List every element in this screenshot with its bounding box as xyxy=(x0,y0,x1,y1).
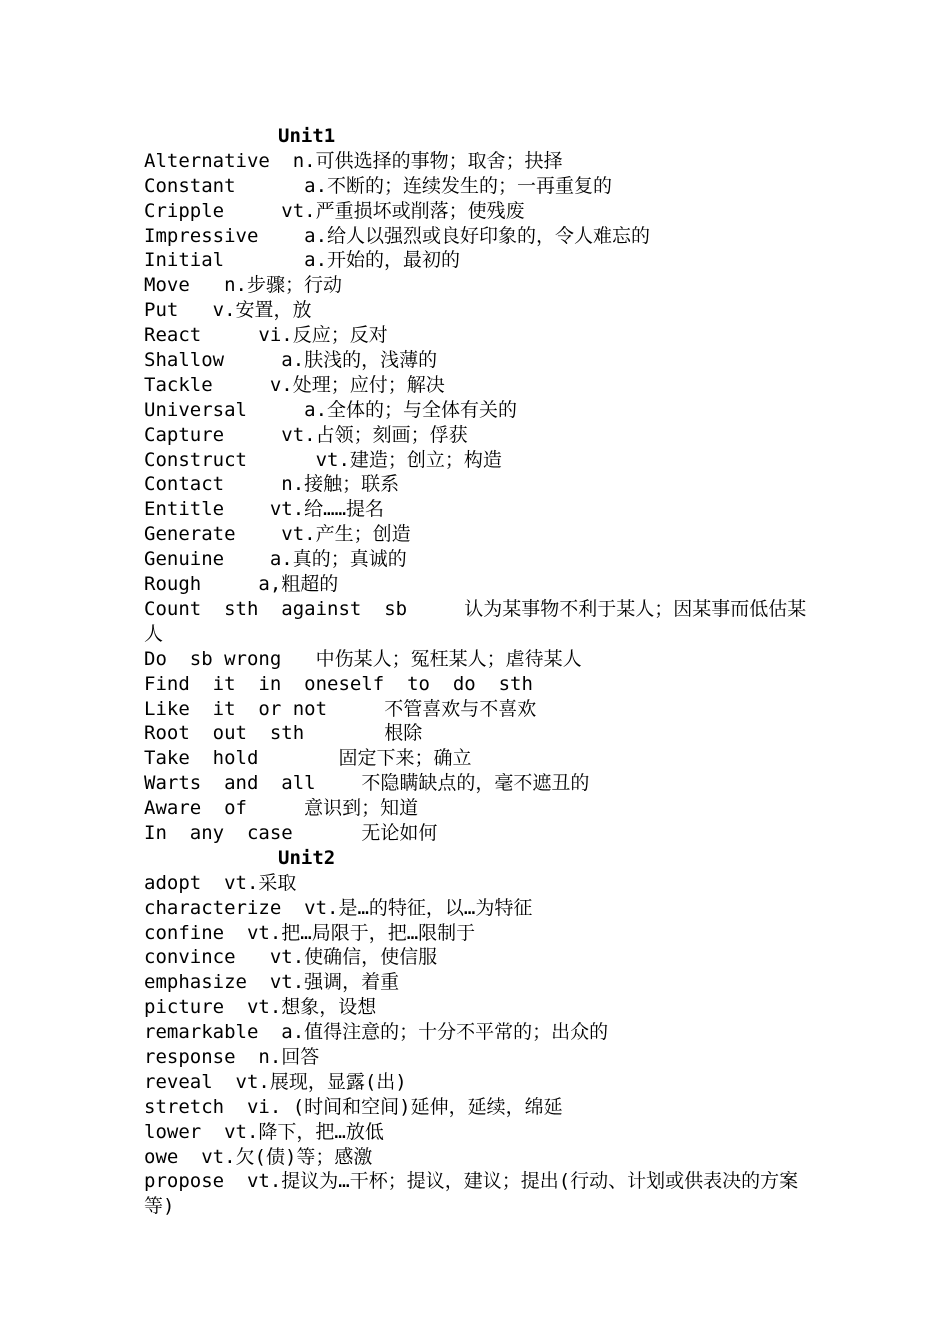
vocab-entry: React vi.反应；反对 xyxy=(144,324,388,347)
vocab-entry: Generate vt.产生；创造 xyxy=(144,523,411,546)
vocab-entry: Shallow a.肤浅的，浅薄的 xyxy=(144,349,438,372)
vocab-entry: Move n.步骤；行动 xyxy=(144,274,342,297)
vocab-entry: lower vt.降下，把…放低 xyxy=(144,1120,384,1143)
vocab-entry: Contact n.接触；联系 xyxy=(144,473,400,496)
vocab-entry: Rough a,粗超的 xyxy=(144,573,339,596)
vocab-entry: adopt vt.采取 xyxy=(144,871,297,894)
vocab-entry: response n.回答 xyxy=(144,1045,320,1068)
vocab-entry: Root out sth 根除 xyxy=(144,722,423,745)
vocab-entry: Capture vt.占领；刻画；俘获 xyxy=(144,423,468,446)
vocab-entry: Count sth against sb 认为某事物不利于某人；因某事而低估某人 xyxy=(144,597,807,645)
vocab-entry: Warts and all 不隐瞒缺点的，毫不遮丑的 xyxy=(144,772,590,795)
vocab-entry: reveal vt.展现，显露(出) xyxy=(144,1070,407,1093)
vocab-entry: Tackle v.处理；应付；解决 xyxy=(144,373,445,396)
vocab-entry: characterize vt.是…的特征，以…为特征 xyxy=(144,896,533,919)
vocab-entry: Cripple vt.严重损坏或削落；使残废 xyxy=(144,199,525,222)
vocab-entry: Initial a.开始的，最初的 xyxy=(144,249,461,272)
vocab-entry: Find it in oneself to do sth xyxy=(144,672,533,695)
vocab-entry: Construct vt.建造；创立；构造 xyxy=(144,448,502,471)
unit-title: Unit1 xyxy=(278,125,336,147)
vocab-entry: Alternative n.可供选择的事物；取舍；抉择 xyxy=(144,149,563,172)
vocab-entry: convince vt.使确信，使信服 xyxy=(144,946,438,969)
vocab-entry: Universal a.全体的；与全体有关的 xyxy=(144,398,518,421)
vocab-entry: propose vt.提议为…干杯；提议，建议；提出(行动、计划或供表决的方案等) xyxy=(144,1170,799,1218)
vocab-entry: In any case 无论如何 xyxy=(144,821,438,844)
vocab-entry: Impressive a.给人以强烈或良好印象的，令人难忘的 xyxy=(144,224,651,247)
vocab-entry: stretch vi. (时间和空间)延伸，延续，绵延 xyxy=(144,1095,563,1118)
vocab-entry: owe vt.欠(债)等；感激 xyxy=(144,1145,373,1168)
vocab-entry: Genuine a.真的；真诚的 xyxy=(144,548,407,571)
vocab-entry: Do sb wrong 中伤某人；冤枉某人；虐待某人 xyxy=(144,647,582,670)
vocab-entry: confine vt.把…局限于，把…限制于 xyxy=(144,921,476,944)
vocabulary-document xyxy=(144,124,814,1219)
unit-title: Unit2 xyxy=(278,846,336,869)
vocab-entry: Put v.安置，放 xyxy=(144,299,312,322)
vocab-entry: remarkable a.值得注意的；十分不平常的；出众的 xyxy=(144,1021,609,1044)
vocab-entry: Take hold 固定下来；确立 xyxy=(144,747,472,770)
vocab-entry: Entitle vt.给……提名 xyxy=(144,498,385,521)
vocab-entry: Constant a.不断的；连续发生的；一再重复的 xyxy=(144,174,613,197)
vocab-entry: picture vt.想象，设想 xyxy=(144,996,377,1019)
vocab-entry: Aware of 意识到；知道 xyxy=(144,797,419,820)
vocab-entry: Like it or not 不管喜欢与不喜欢 xyxy=(144,697,537,720)
vocab-entry: emphasize vt.强调，着重 xyxy=(144,971,400,994)
